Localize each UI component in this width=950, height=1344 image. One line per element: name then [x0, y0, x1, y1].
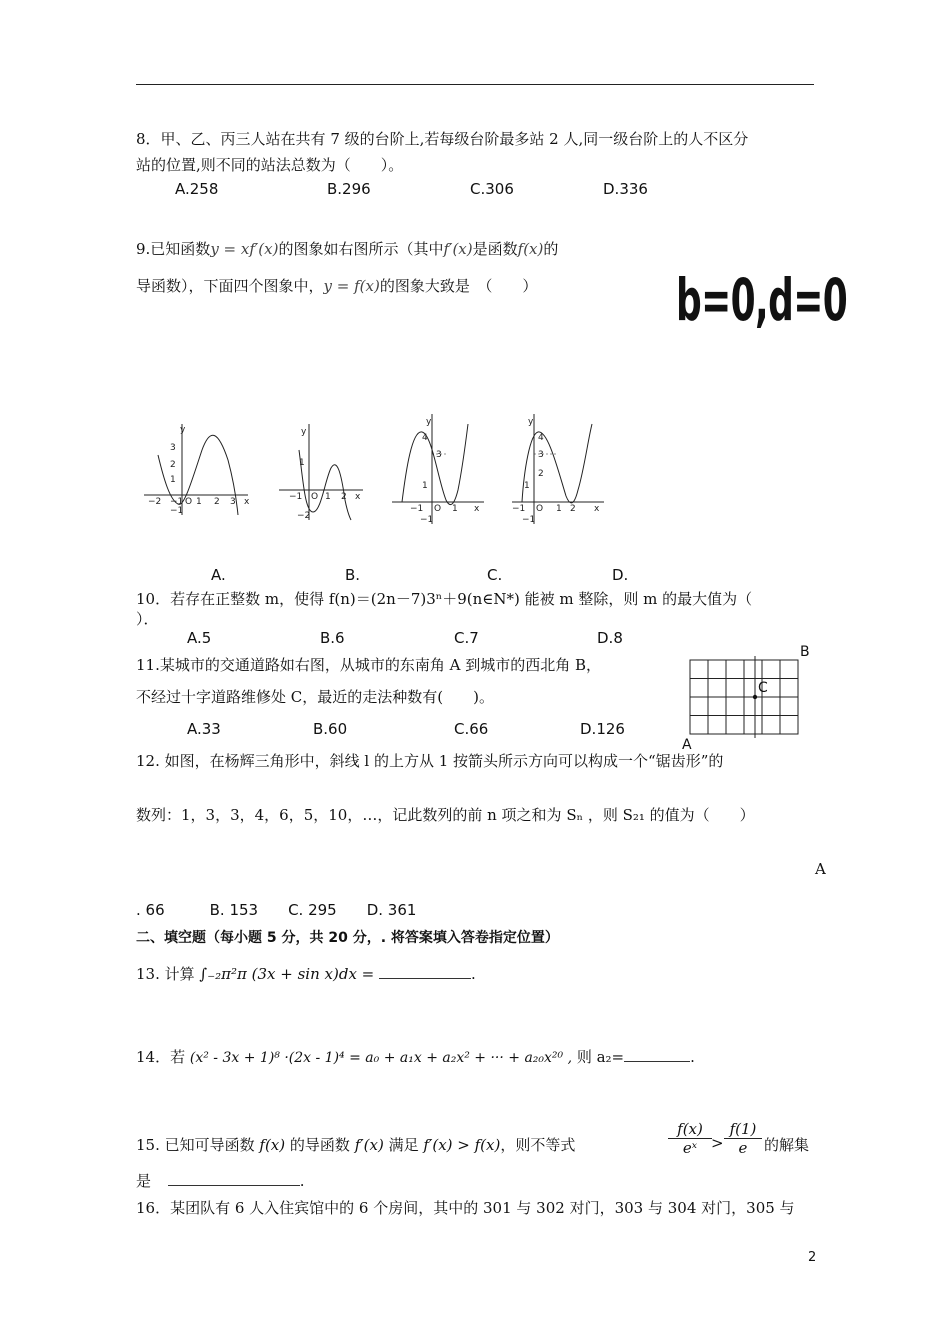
svg-text:3: 3 [170, 443, 176, 453]
q13 [136, 963, 476, 984]
q13-expr: ∫₋₂π²π (3x + sin x)dx = [199, 965, 375, 983]
q8-line1: 8．甲、乙、丙三人站在共有 7 级的台阶上,若每级台阶最多站 2 人,同一级台阶上的人不区分 [136, 130, 749, 148]
svg-text:x: x [244, 497, 250, 507]
svg-text:x: x [355, 492, 361, 502]
q9-func4: y = f(x) [323, 277, 380, 295]
road-grid [678, 640, 818, 758]
svg-text:O: O [185, 497, 193, 507]
svg-text:−1: −1 [170, 497, 184, 507]
svg-text:1: 1 [196, 497, 202, 507]
svg-text:y: y [180, 425, 186, 435]
grid-label-a: A [682, 737, 692, 753]
q14-blank[interactable] [624, 1061, 690, 1062]
q9-label-c: C. [487, 566, 503, 584]
grid-label-c: C [758, 680, 768, 696]
q9-line2b: 的图象大致是 （ ） [379, 277, 538, 295]
q11-option-c: C.66 [454, 720, 489, 738]
svg-text:2: 2 [170, 460, 176, 470]
q14-prefix: 14．若 [136, 1048, 186, 1066]
svg-text:−1: −1 [420, 515, 434, 525]
q12-tail-a: A [815, 860, 826, 878]
q11-line1: 11.某城市的交通道路如右图，从城市的东南角 A 到城市的西北角 B， [136, 656, 602, 674]
q16-line1: 16．某团队有 6 人入住宾馆中的 6 个房间，其中的 301 与 302 对门，303 与 304 对门，305 与 [136, 1199, 795, 1217]
q11-option-a: A.33 [187, 720, 221, 738]
q15-line1d: ，则不等式 [500, 1136, 576, 1154]
svg-text:1: 1 [325, 492, 331, 502]
svg-text:1: 1 [556, 504, 562, 514]
q9-func3: f(x) [517, 240, 544, 258]
q10-line2: ）． [136, 610, 159, 628]
svg-text:−2: −2 [297, 511, 311, 521]
svg-text:−1: −1 [512, 504, 526, 514]
q9-line2 [136, 275, 537, 296]
svg-text:y: y [426, 417, 432, 427]
q15-den1: eˣ [682, 1139, 698, 1157]
q15-fx: f(x) [259, 1136, 286, 1154]
q8-option-c: C.306 [470, 180, 514, 198]
q15-line2-text: 是 [136, 1172, 152, 1190]
q15-line1c: 满足 [388, 1136, 419, 1154]
q9-end1: 的 [543, 240, 559, 258]
svg-text:2: 2 [214, 497, 220, 507]
q15-frac1 [668, 1120, 712, 1157]
svg-text:4: 4 [538, 433, 544, 443]
q15-end: . [299, 1172, 305, 1190]
svg-text:y: y [528, 417, 534, 427]
svg-text:−1: −1 [170, 506, 184, 516]
q10-option-d: D.8 [597, 629, 623, 647]
q15-line1b: 的导函数 [289, 1136, 350, 1154]
svg-text:2: 2 [570, 504, 576, 514]
graph-a [140, 420, 252, 520]
svg-text:4: 4 [422, 433, 428, 443]
q13-blank[interactable] [379, 978, 471, 979]
svg-text:3: 3 [436, 450, 442, 460]
q15-num2: f(1) [724, 1120, 762, 1139]
graph-b [275, 420, 367, 525]
q9-func2: f′(x) [443, 240, 473, 258]
q14-end: . [690, 1048, 695, 1066]
q15-line1e: 的解集 [764, 1136, 810, 1154]
svg-text:O: O [311, 492, 319, 502]
svg-text:1: 1 [422, 481, 428, 491]
q9-line2a: 导函数），下面四个图象中， [136, 277, 324, 295]
q11-line2: 不经过十字道路维修处 C，最近的走法种数有( )。 [136, 688, 494, 706]
svg-text:−1: −1 [410, 504, 424, 514]
svg-text:2: 2 [538, 469, 544, 479]
q10-line1: 10．若存在正整数 m，使得 f(n)＝(2n－7)3ⁿ＋9(n∈N*) 能被 m 整除，则 m 的最大值为（ [136, 590, 753, 608]
q15-line1 [136, 1134, 575, 1155]
q14-tail: 则 a₂= [576, 1048, 625, 1066]
q9-line1 [136, 238, 558, 259]
q10-option-c: C.7 [454, 629, 479, 647]
q14 [136, 1046, 695, 1067]
q8-option-b: B.296 [327, 180, 371, 198]
q13-end: . [471, 965, 476, 983]
q9-mid1: 的图象如右图所示（其中 [278, 240, 444, 258]
q15-line1a: 15. 已知可导函数 [136, 1136, 255, 1154]
q11-option-b: B.60 [313, 720, 348, 738]
q15-cond: f′(x) > f(x) [423, 1136, 501, 1154]
q9-label-a: A. [211, 566, 226, 584]
q15-blank[interactable] [168, 1185, 300, 1186]
svg-text:3: 3 [230, 497, 236, 507]
q12-options: . 66 B. 153 C. 295 D. 361 [136, 901, 417, 919]
q9-prefix: 9.已知函数 [136, 240, 211, 258]
header-rule [136, 84, 814, 85]
q15-den2: e [738, 1139, 748, 1157]
page-number: 2 [808, 1250, 817, 1265]
svg-text:−1: −1 [522, 515, 536, 525]
q9-label-b: B. [345, 566, 361, 584]
q9-side-text: b=0,d=0 [676, 266, 848, 334]
q8-option-d: D.336 [603, 180, 648, 198]
svg-text:1: 1 [170, 475, 176, 485]
q13-prefix: 13. 计算 [136, 965, 195, 983]
q11-option-d: D.126 [580, 720, 625, 738]
svg-text:2: 2 [341, 492, 347, 502]
q15-fpx: f′(x) [354, 1136, 384, 1154]
svg-text:O: O [434, 504, 442, 514]
q15-line2 [136, 1170, 305, 1191]
q14-expr: (x² - 3x + 1)⁸ ·(2x - 1)⁴ = a₀ + a₁x + a₂x² + ··· + a₂₀x²⁰ , [189, 1050, 573, 1066]
svg-text:−1: −1 [289, 492, 303, 502]
svg-text:1: 1 [452, 504, 458, 514]
svg-text:1: 1 [524, 481, 530, 491]
svg-text:1: 1 [299, 458, 305, 468]
q8-option-a: A.258 [175, 180, 219, 198]
svg-text:−2: −2 [148, 497, 162, 507]
svg-text:x: x [594, 504, 600, 514]
q15-frac2 [724, 1120, 762, 1157]
q12-line1: 12. 如图，在杨辉三角形中，斜线 l 的上方从 1 按箭头所示方向可以构成一个“锯齿形”的 [136, 752, 724, 770]
q12-line2: 数列：1，3，3，4，6，5，10，…，记此数列的前 n 项之和为 Sₙ ，则 S₂₁ 的值为（ ） [136, 806, 755, 824]
q9-label-d: D. [612, 566, 629, 584]
q15-num1: f(x) [668, 1120, 712, 1139]
svg-text:O: O [536, 504, 544, 514]
q10-option-b: B.6 [320, 629, 345, 647]
q15-gt: > [711, 1134, 724, 1152]
q9-func1: y = xf′(x) [210, 240, 279, 258]
q8-line2: 站的位置,则不同的站法总数为（ ）。 [136, 156, 404, 174]
graph-c [388, 410, 488, 530]
grid-label-b: B [800, 644, 810, 660]
svg-text:x: x [474, 504, 480, 514]
section2-heading: 二、填空题（每小题 5 分，共 20 分，. 将答案填入答卷指定位置） [136, 930, 559, 946]
svg-text:y: y [301, 427, 307, 437]
q10-option-a: A.5 [187, 629, 212, 647]
graph-d [508, 410, 608, 530]
svg-text:3: 3 [538, 450, 544, 460]
q9-mid2: 是函数 [472, 240, 518, 258]
